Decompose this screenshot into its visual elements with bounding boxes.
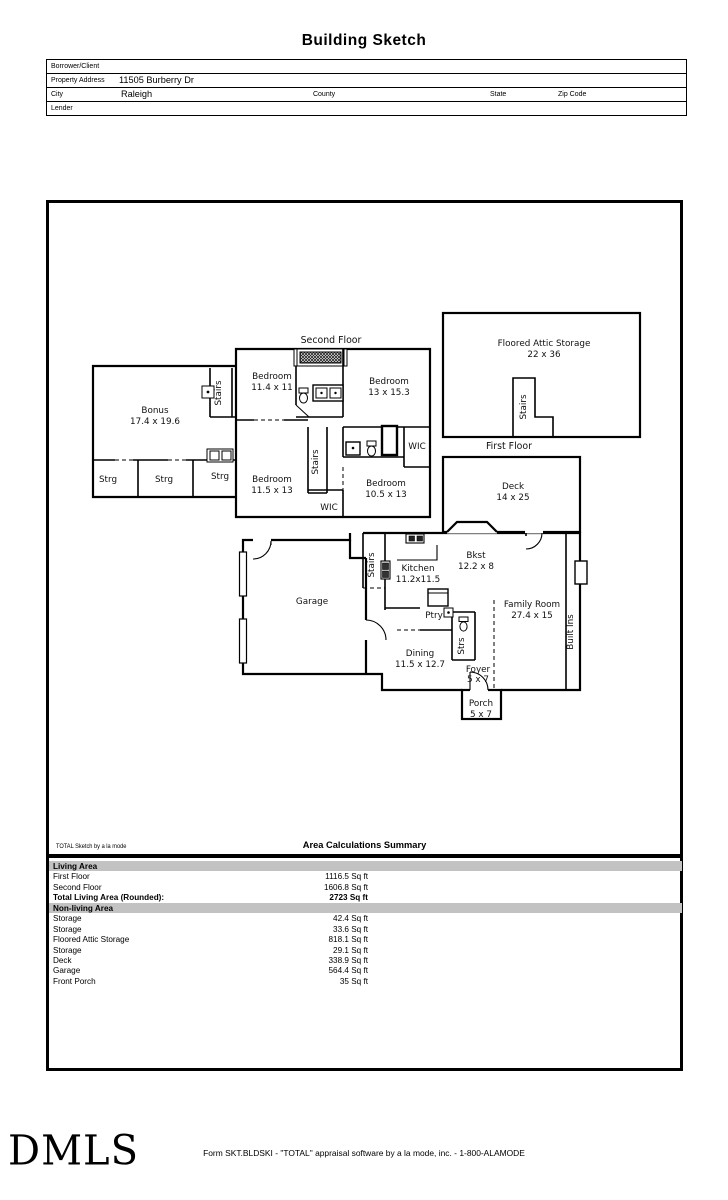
room-label-dining: Dining [405, 649, 435, 659]
row-label: Storage [53, 923, 82, 934]
room-dims-bedroom-d: 10.5 x 13 [365, 490, 407, 500]
row-value: 42.4 Sq ft [333, 913, 368, 924]
room-label-bonus: Bonus [141, 406, 169, 416]
room-label-kitchen: Kitchen [401, 564, 435, 574]
zip-label: Zip Code [558, 89, 587, 98]
strs-label: Strs [457, 637, 467, 655]
room-dims-family: 27.4 x 15 [511, 611, 553, 621]
room-label-foyer: Foyer [465, 665, 491, 675]
row-label: Second Floor [53, 881, 102, 892]
room-label-attic: Floored Attic Storage [497, 339, 591, 349]
property-address-value: 11505 Burberry Dr [119, 75, 194, 85]
room-label-bedroom-d: Bedroom [366, 479, 406, 489]
table-row [49, 882, 682, 892]
table-row [49, 976, 682, 986]
room-label-strg-2: Strg [154, 475, 174, 485]
row-value: 33.6 Sq ft [333, 923, 368, 934]
built-ins-label: Built Ins [566, 614, 576, 650]
room-label-deck: Deck [501, 482, 525, 492]
room-label-wic-upper: WIC [408, 442, 426, 452]
second-floor-room-labels [99, 372, 426, 513]
attic-walls [443, 313, 640, 437]
row-value: 1116.5 Sq ft [325, 871, 368, 882]
room-label-bedroom-c: Bedroom [252, 475, 292, 485]
room-label-bedroom-b: Bedroom [369, 377, 409, 387]
form-row-borrower [47, 60, 686, 74]
room-dims-deck: 14 x 25 [496, 493, 530, 503]
page-title: Building Sketch [301, 32, 427, 49]
state-label: State [490, 89, 507, 98]
second-floor-title: Second Floor [300, 335, 362, 346]
property-address-label: Property Address [51, 75, 105, 84]
lender-label: Lender [51, 103, 73, 112]
row-value: 818.1 Sq ft [328, 934, 368, 945]
room-dims-attic: 22 x 36 [527, 350, 561, 360]
area-calculations-table [49, 861, 682, 986]
room-dims-porch: 5 x 7 [470, 710, 492, 720]
room-dims-dining: 11.5 x 12.7 [395, 660, 445, 670]
dmls-logo: DMLS [8, 1127, 139, 1175]
row-value: 29.1 Sq ft [333, 944, 368, 955]
total-value: 2723 Sq ft [329, 892, 368, 903]
summary-title: Area Calculations Summary [302, 840, 427, 850]
room-label-family: Family Room [503, 600, 561, 610]
nonliving-area-header [49, 903, 682, 913]
table-row [49, 945, 682, 955]
summary-divider-bar [48, 854, 681, 858]
table-row [49, 965, 682, 975]
table-row [49, 955, 682, 965]
footer-form-line: Form SKT.BLDSKI - "TOTAL" appraisal software by a la mode, inc. - 1-800-ALAMODE [203, 1148, 525, 1158]
total-living-area-row [49, 892, 682, 902]
room-dims-bedroom-b: 13 x 15.3 [368, 388, 410, 398]
nonliving-area-header-label: Non-living Area [53, 902, 114, 913]
room-dims-foyer: 5 x 7 [467, 675, 489, 685]
row-label: Storage [53, 913, 82, 924]
room-dims-bonus: 17.4 x 19.6 [130, 417, 180, 427]
row-value: 564.4 Sq ft [328, 965, 368, 976]
deck-features [447, 522, 542, 549]
room-label-porch: Porch [468, 699, 494, 709]
room-label-bkst: Bkst [466, 551, 486, 561]
row-label: Garage [53, 965, 81, 976]
total-label: Total Living Area (Rounded): [53, 892, 165, 903]
table-row [49, 934, 682, 944]
room-label-pantry: Ptry [425, 611, 443, 621]
property-form-table [46, 59, 687, 116]
room-dims-bkst: 12.2 x 8 [458, 562, 494, 572]
wall-openings [243, 532, 543, 691]
stairs-label-bonus: Stairs [214, 380, 224, 406]
form-row-city [47, 88, 686, 102]
row-label: Storage [53, 944, 82, 955]
row-value: 35 Sq ft [339, 975, 368, 986]
stairs-label-second: Stairs [311, 449, 321, 475]
living-area-header [49, 861, 682, 871]
city-value: Raleigh [121, 89, 153, 99]
room-label-bedroom-a: Bedroom [252, 372, 292, 382]
form-row-lender [47, 102, 686, 115]
sketch-credit: TOTAL Sketch by a la mode [56, 843, 127, 850]
room-label-strg-1: Strg [98, 475, 118, 485]
stairs-label-first: Stairs [367, 552, 377, 578]
county-label: County [313, 89, 336, 98]
city-label: City [51, 89, 64, 98]
table-row [49, 871, 682, 881]
room-dims-bedroom-c: 11.5 x 13 [251, 486, 293, 496]
row-value: 338.9 Sq ft [328, 954, 368, 965]
room-label-strg-3: Strg [210, 472, 230, 482]
room-label-garage: Garage [295, 597, 329, 607]
floor-plan-drawing [46, 200, 683, 846]
row-label: Front Porch [53, 975, 96, 986]
door-leaf-line [296, 405, 309, 417]
room-dims-bedroom-a: 11.4 x 11 [251, 383, 293, 393]
borrower-label: Borrower/Client [51, 61, 100, 70]
row-value: 1606.8 Sq ft [323, 881, 368, 892]
room-label-wic-lower: WIC [320, 503, 338, 513]
row-label: First Floor [53, 871, 90, 882]
stairs-label-attic: Stairs [519, 394, 529, 420]
room-dims-kitchen: 11.2x11.5 [395, 575, 441, 585]
stair-hatch [294, 349, 347, 366]
first-floor-title: First Floor [485, 441, 533, 452]
living-area-header-label: Living Area [53, 861, 98, 871]
form-row-property [47, 74, 686, 88]
table-row [49, 924, 682, 934]
row-label: Deck [53, 954, 72, 965]
row-label: Floored Attic Storage [53, 934, 130, 945]
table-row [49, 913, 682, 923]
